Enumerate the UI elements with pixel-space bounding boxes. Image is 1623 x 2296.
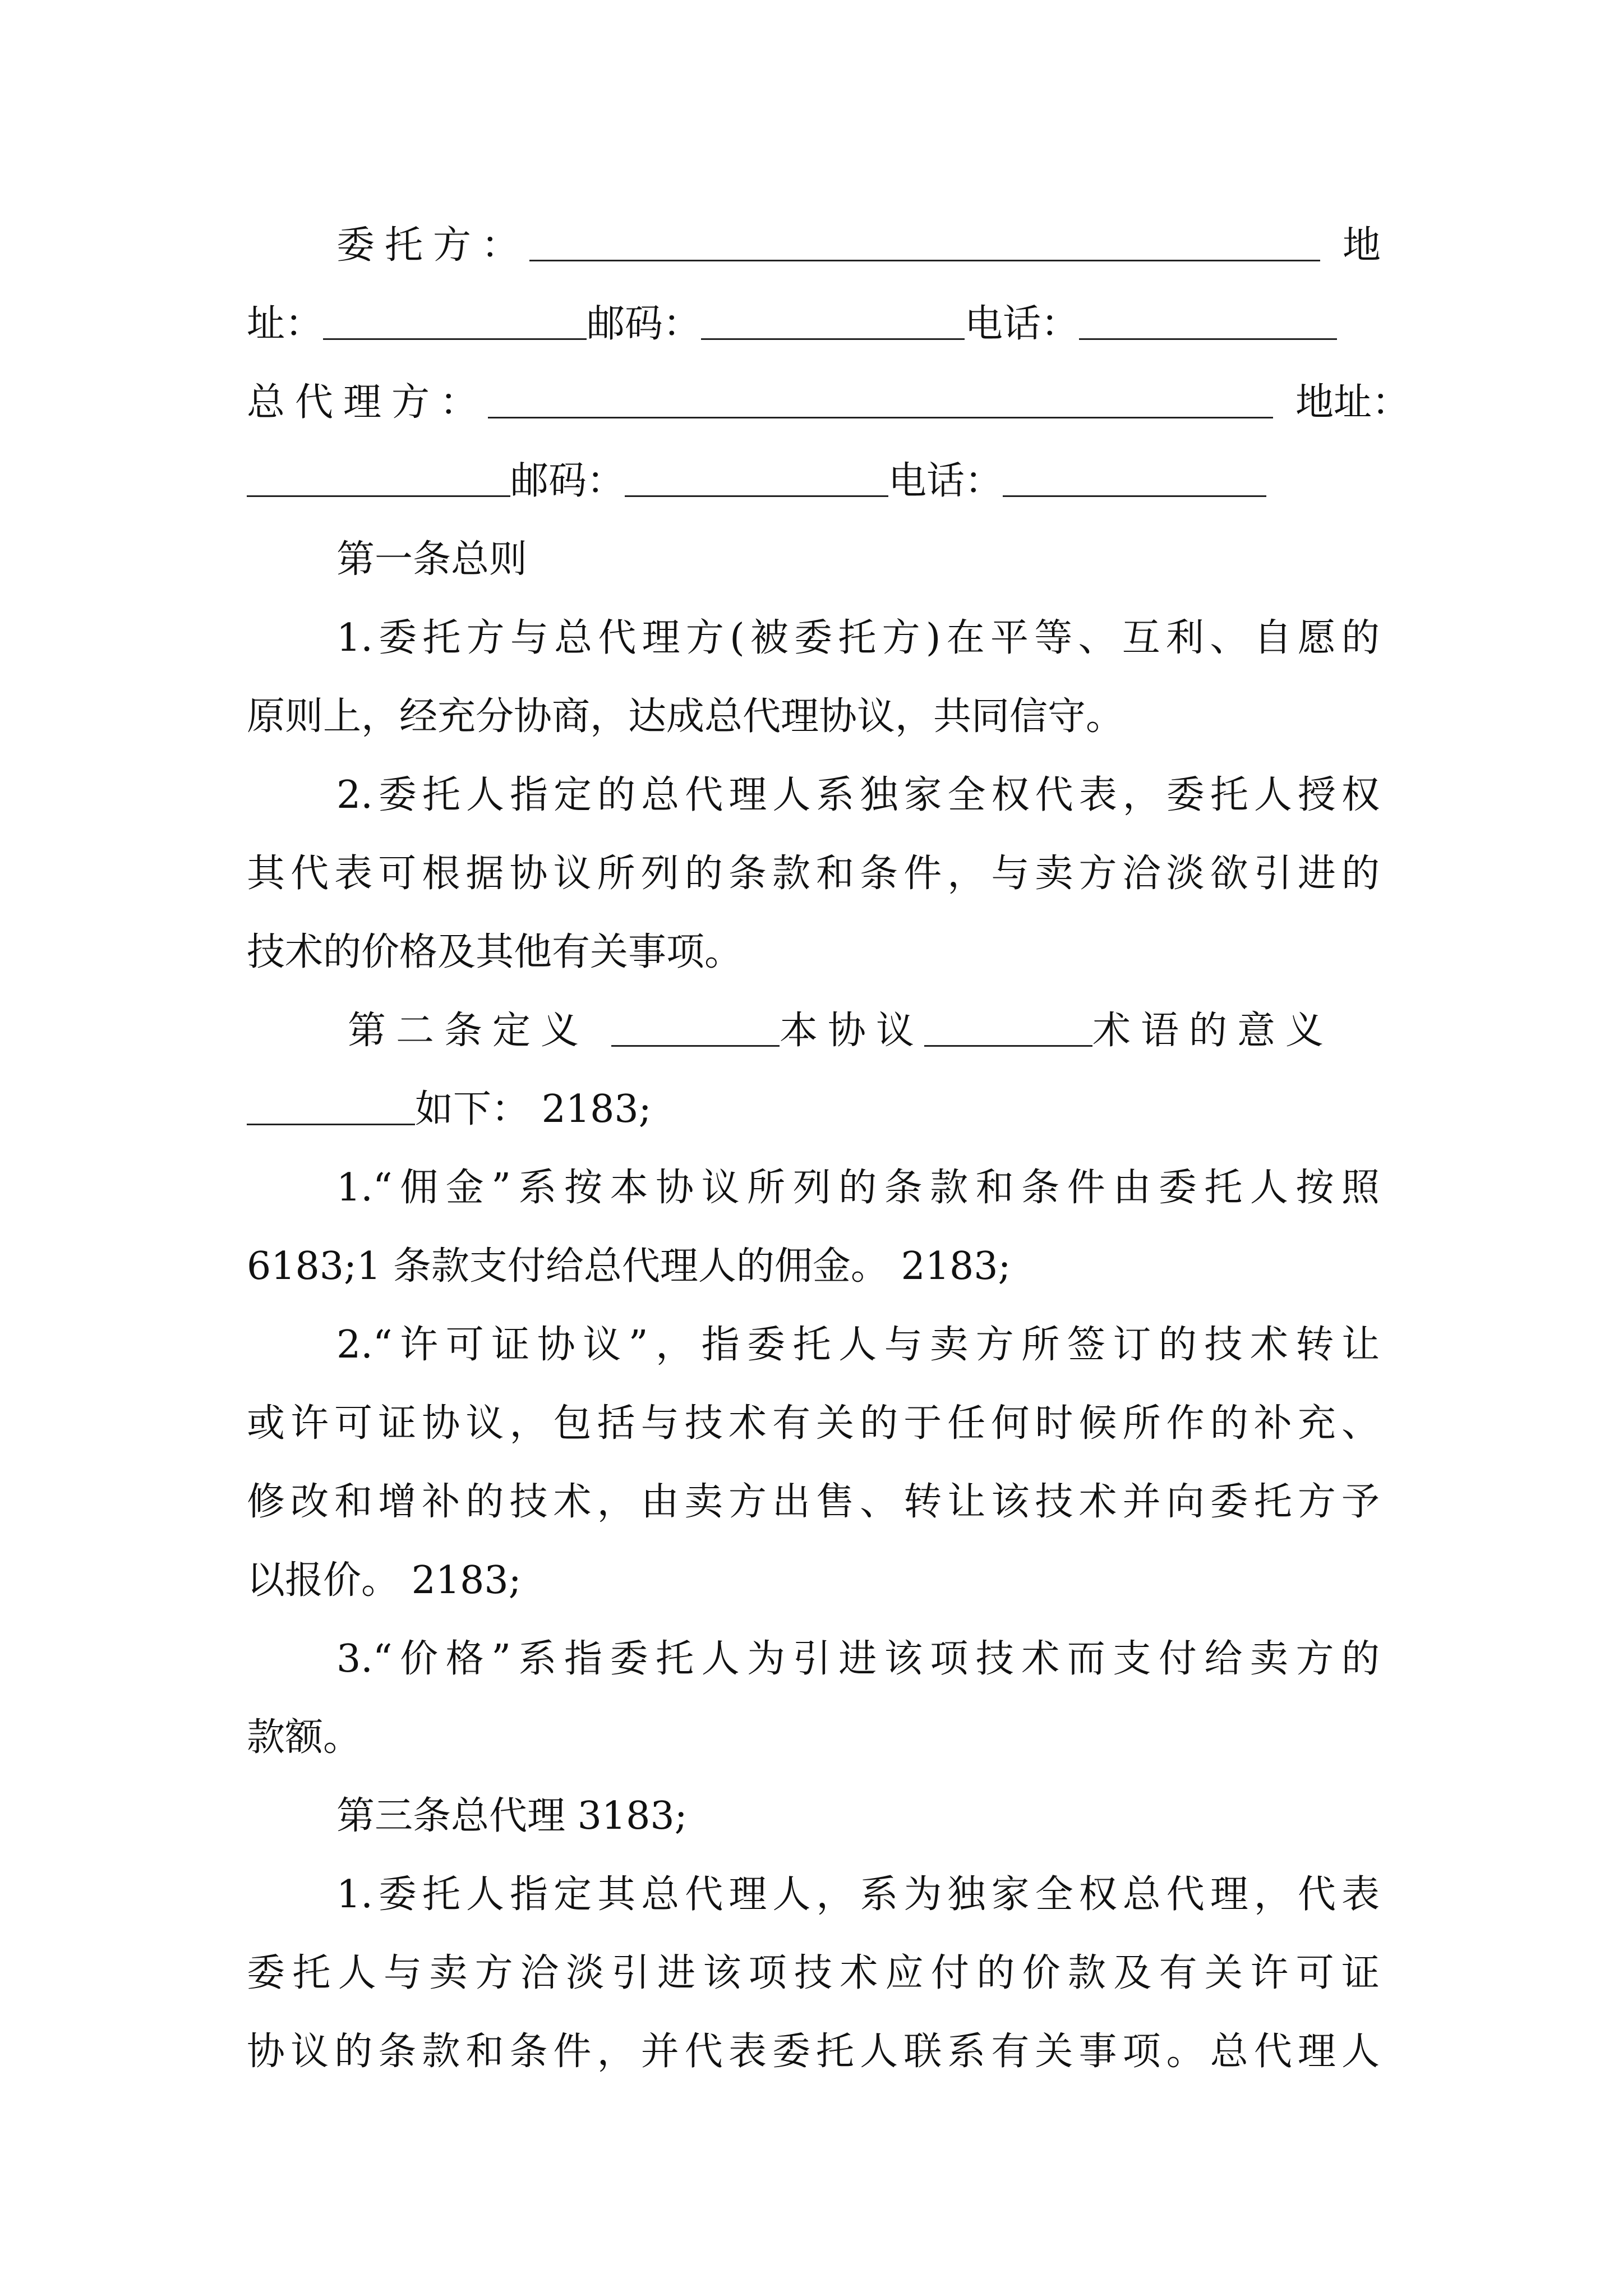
article3-p1-line1: 1.委托人指定其总代理人，系为独家全权总代理，代表 <box>336 1872 1380 1917</box>
article2-line2-text: 如下： 2183; <box>415 1087 652 1131</box>
article1-p2-line2: 其代表可根据协议所列的条款和条件，与卖方洽淡欲引进的 <box>247 852 1380 896</box>
agent-address-blank <box>247 456 510 497</box>
client-phone-label: 电话： <box>965 302 1080 346</box>
agent-postcode-label: 邮码： <box>510 459 625 503</box>
article2-title-line <box>247 992 1380 1070</box>
client-address-blank <box>323 299 587 340</box>
client-postcode-label: 邮码： <box>587 302 702 346</box>
agent-phone-label: 电话： <box>888 459 1003 503</box>
article2-blank-2 <box>924 1006 1092 1047</box>
article3-p1-line3: 协议的条款和条件，并代表委托人联系有关事项。总代理人 <box>247 2030 1380 2074</box>
article2-d2-line3: 修改和增补的技术，由卖方出售、转让该技术并向委托方予 <box>247 1480 1380 1524</box>
article2-d3-line2: 款额。 <box>247 1715 362 1760</box>
article2-d1-line1: 1.“佣金”系按本协议所列的条款和条件由委托人按照 <box>336 1166 1380 1210</box>
article3-p1-line2: 委托人与卖方洽淡引进该项技术应付的价款及有关许可证 <box>247 1951 1380 1995</box>
article2-d1-line2: 6183;1 条款支付给总代理人的佣金。 2183; <box>247 1244 1011 1289</box>
article1-p1-line1: 1.委托方与总代理方(被委托方)在平等、互利、自愿的 <box>336 616 1380 660</box>
agent-label: 总代理方： <box>247 380 488 425</box>
article2-d2-line1: 2.“许可证协议”，指委托人与卖方所签订的技术转让 <box>336 1323 1380 1367</box>
agent-address-label: 地址： <box>1295 380 1410 425</box>
article2-d2-line2: 或许可证协议，包括与技术有关的于任何时候所作的补充、 <box>247 1401 1380 1446</box>
agent-line <box>247 364 1410 442</box>
article2-d2-line4: 以报价。 2183; <box>247 1558 522 1603</box>
article2-line2 <box>247 1070 1380 1149</box>
article1-p2-line1: 2.委托人指定的总代理人系独家全权代表，委托人授权 <box>336 773 1380 817</box>
article1-title: 第一条总则 <box>336 537 528 582</box>
client-line <box>247 206 1380 285</box>
article1-p2-line3: 技术的价格及其他有关事项。 <box>247 930 743 974</box>
article2-d3-line1: 3.“价格”系指委托人为引进该项技术而支付给卖方的 <box>336 1637 1380 1681</box>
article2-mid2: 术语的意义 <box>1092 1009 1334 1053</box>
article2-blank-3 <box>247 1084 415 1125</box>
client-postcode-blank <box>701 299 965 340</box>
client-contact-line <box>247 285 1380 364</box>
article2-blank-1 <box>611 1006 780 1047</box>
address-label-start: 地 <box>1343 223 1381 268</box>
address-label-end: 址： <box>247 302 324 346</box>
agent-phone-blank <box>1003 456 1266 497</box>
agent-contact-line <box>247 442 1380 521</box>
client-label: 委托方： <box>336 223 530 268</box>
client-name-blank <box>529 220 1320 261</box>
agent-postcode-blank <box>625 456 888 497</box>
client-phone-blank <box>1079 299 1337 340</box>
article2-mid1: 本协议 <box>780 1009 925 1053</box>
article2-title: 第二条定义 <box>348 1009 589 1053</box>
article3-title: 第三条总代理 3183; <box>336 1794 688 1838</box>
agent-name-blank <box>488 378 1273 418</box>
article1-p1-line2: 原则上，经充分协商，达成总代理协议，共同信守。 <box>247 694 1124 739</box>
